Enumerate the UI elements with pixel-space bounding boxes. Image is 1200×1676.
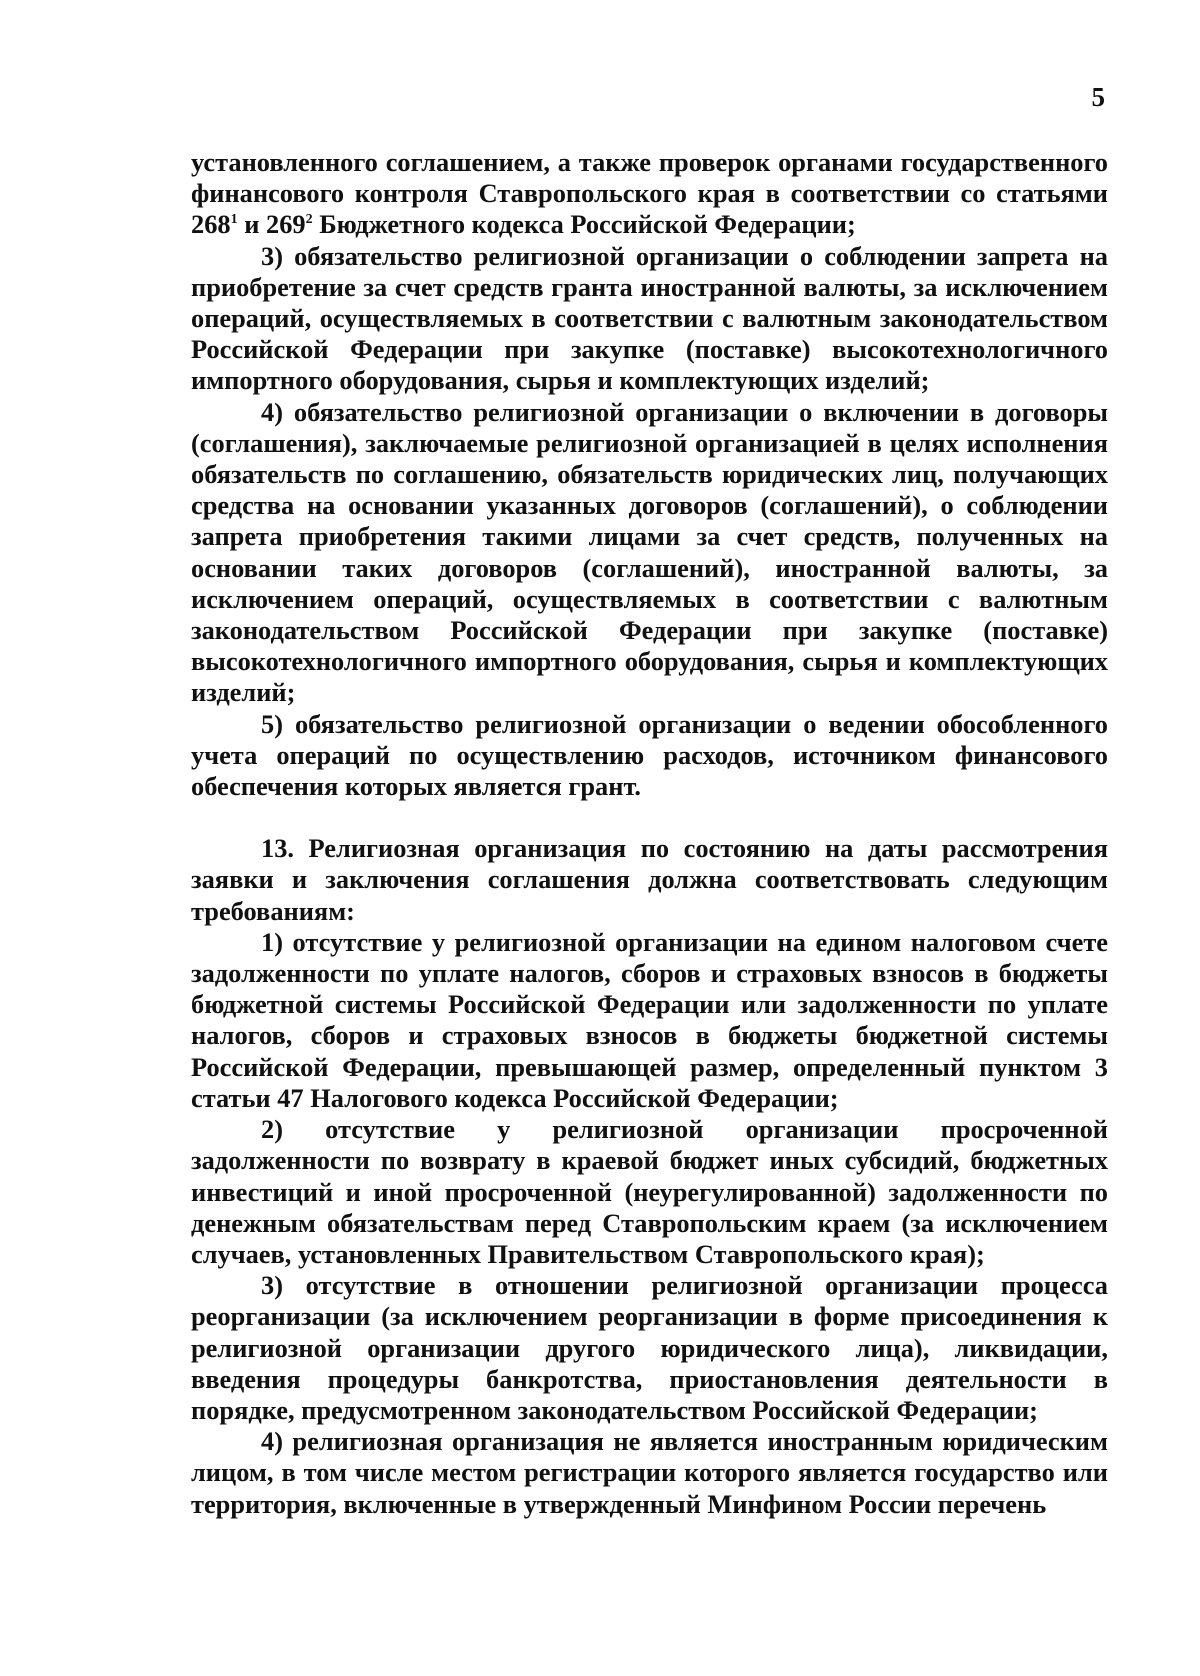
paragraph-continuation (191, 147, 1108, 241)
document-body (191, 147, 1108, 1520)
superscript: 2 (305, 212, 313, 228)
continuation-text: и 269 (237, 209, 306, 240)
requirement-2: 2) отсутствие у религиозной организации просроченной задолженности по возврату в краевой бюджет иных субсидий, бюджетных инвестиций и иной просроченной (неурегулированной) задолженности по денежным обязательствам перед Ставропольским краем (за исключением случаев, установленных Правительством Ставропольского края); (191, 1114, 1108, 1269)
obligation-3: 3) обязательство религиозной организации о соблюдении запрета на приобретение за счет средств гранта иностранной валюты, за исключением операций, осуществляемых в соответствии с валютным законодательством Российской Федерации при закупке (поставке) высокотехнологичного импортного оборудования, сырья и комплектующих изделий; (191, 240, 1108, 396)
section-13-heading: 13. Религиозная организация по состоянию на даты рассмотрения заявки и заключения соглашения должна соответствовать следующим требованиям: (191, 833, 1108, 926)
obligation-4: 4) обязательство религиозной организации о включении в договоры (соглашения), заключаемые религиозной организацией в целях исполнения обязательств по соглашению, обязательств юридических лиц, получающих средства на основании указанных договоров (соглашений), о соблюдении запрета приобретения такими лицами за счет средств, полученных на основании таких договоров (соглашений), иностранной валюты, за исключением операций, осуществляемых в соответствии с валютным законодательством Российской Федерации при закупке (поставке) высокотехнологичного импортного оборудования, сырья и комплектующих изделий; (191, 396, 1108, 708)
requirement-1: 1) отсутствие у религиозной организации на едином налоговом счете задолженности по уплате налогов, сборов и страховых взносов в бюджеты бюджетной системы Российской Федерации или задолженности по уплате налогов, сборов и страховых взносов в бюджеты бюджетной системы Российской Федерации, превышающей размер, определенный пунктом 3 статьи 47 Налогового кодекса Российской Федерации; (191, 926, 1108, 1113)
page-number: 5 (1091, 82, 1105, 112)
requirement-4: 4) религиозная организация не является иностранным юридическим лицом, в том числе местом регистрации которого является государство или территория, включенные в утвержденный Минфином России перечень (191, 1426, 1108, 1519)
continuation-text: Бюджетного кодекса Российской Федерации; (312, 209, 856, 240)
continuation-text: установленного соглашением, а также проверок органами государственного финансового контроля Ставропольского края в соответствии со статьями 268 (191, 147, 1108, 240)
obligation-5: 5) обязательство религиозной организации о ведении обособленного учета операций по осуществлению расходов, источником финансового обеспечения которых является грант. (191, 708, 1108, 802)
requirement-3: 3) отсутствие в отношении религиозной организации процесса реорганизации (за исключением реорганизации в форме присоединения к религиозной организации другого юридического лица), ликвидации, введения процедуры банкротства, приостановления деятельности в порядке, предусмотренном законодательством Российской Федерации; (191, 1270, 1108, 1425)
superscript: 1 (230, 212, 238, 228)
